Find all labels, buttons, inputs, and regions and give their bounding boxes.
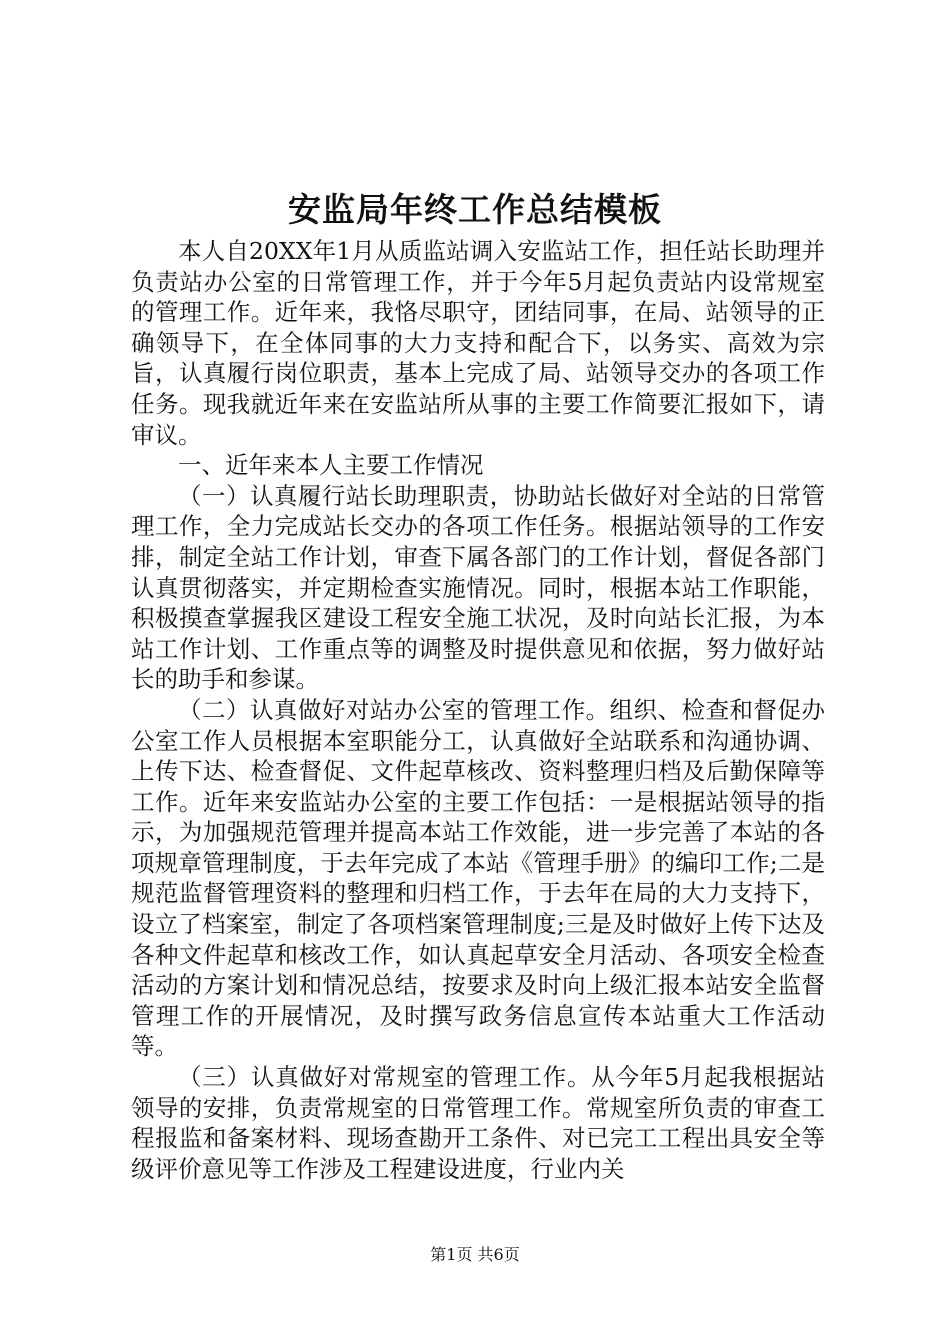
document-body: [131, 236, 825, 1184]
document-title: 安监局年终工作总结模板: [288, 190, 662, 229]
paragraph-intro: 本人自20XX年1月从质监站调入安监站工作，担任站长助理并负责站办公室的日常管理工作，并于今年5月起负责站内设常规室的管理工作。近年来，我恪尽职守，团结同事，在局、站领导的正确领导下，在全体同事的大力支持和配合下，以务实、高效为宗旨，认真履行岗位职责，基本上完成了局、站领导交办的各项工作任务。现我就近年来在安监站所从事的主要工作简要汇报如下，请审议。: [131, 237, 825, 449]
section-heading: 一、近年来本人主要工作情况: [178, 451, 484, 480]
page-number: 第1页 共6页: [430, 1245, 520, 1264]
paragraph-item-3: （三）认真做好对常规室的管理工作。从今年5月起我根据站领导的安排，负责常规室的日常管理工作。常规室所负责的审查工程报监和备案材料、现场查勘开工条件、对已完工工程出具安全等级评价意见等工作涉及工程建设进度，行业内关: [131, 1063, 825, 1183]
paragraph-item-2: （二）认真做好对站办公室的管理工作。组织、检查和督促办公室工作人员根据本室职能分工，认真做好全站联系和沟通协调、上传下达、检查督促、文件起草核改、资料整理归档及后勤保障等工作。近年来安监站办公室的主要工作包括：一是根据站领导的指示，为加强规范管理并提高本站工作效能，进一步完善了本站的各项规章管理制度，于去年完成了本站《管理手册》的编印工作;二是规范监督管理资料的整理和归档工作，于去年在局的大力支持下，设立了档案室，制定了各项档案管理制度;三是及时做好上传下达及各种文件起草和核改工作，如认真起草安全月活动、各项安全检查活动的方案计划和情况总结，按要求及时向上级汇报本站安全监督管理工作的开展情况，及时撰写政务信息宣传本站重大工作活动等。: [131, 695, 825, 1061]
paragraph-item-1: （一）认真履行站长助理职责，协助站长做好对全站的日常管理工作，全力完成站长交办的各项工作任务。根据站领导的工作安排，制定全站工作计划，审查下属各部门的工作计划，督促各部门认真贯彻落实，并定期检查实施情况。同时，根据本站工作职能，积极摸查掌握我区建设工程安全施工状况，及时向站长汇报，为本站工作计划、工作重点等的调整及时提供意见和依据，努力做好站长的助手和参谋。: [131, 481, 825, 694]
